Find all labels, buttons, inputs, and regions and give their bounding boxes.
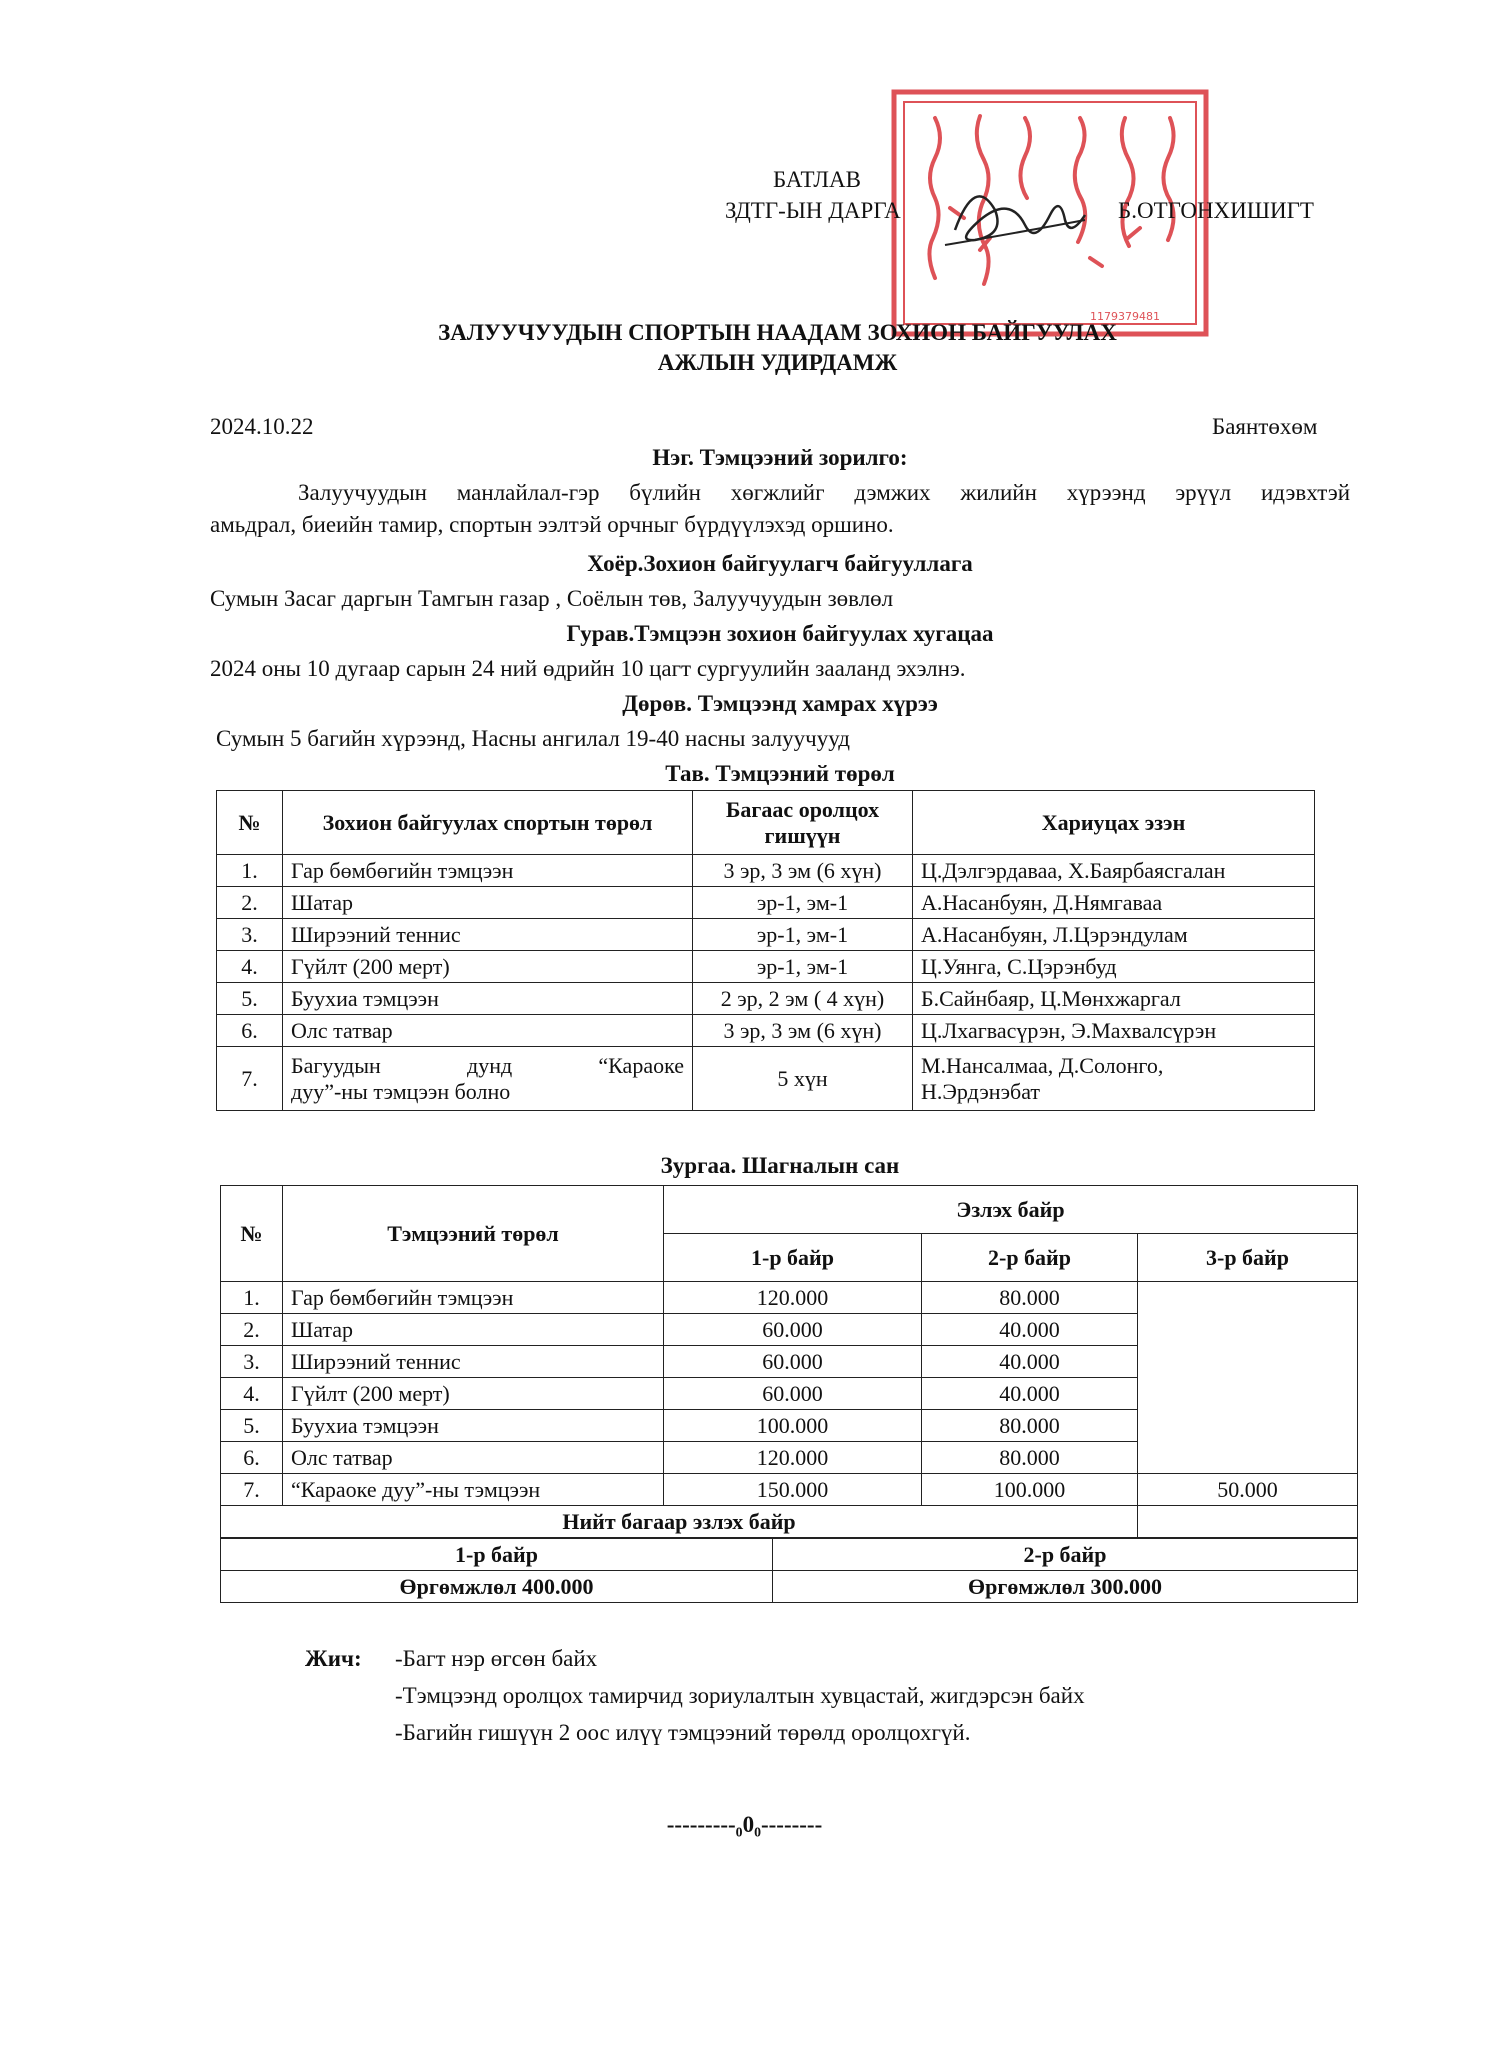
table-header-row xyxy=(217,791,1315,855)
row-2nd-prize: 40.000 xyxy=(922,1314,1138,1346)
row-1st-prize: 150.000 xyxy=(664,1474,922,1506)
row-members: эр-1, эм-1 xyxy=(693,887,913,919)
row-responsible: Ц.Лхагвасүрэн, Э.Махвалсүрэн xyxy=(913,1015,1315,1047)
row-members: эр-1, эм-1 xyxy=(693,951,913,983)
table-row xyxy=(217,855,1315,887)
row-2nd-prize: 80.000 xyxy=(922,1282,1138,1314)
row-responsible xyxy=(913,1047,1315,1111)
row-sport-type: Шатар xyxy=(283,887,693,919)
row-responsible: А.Насанбуян, Д.Нямгаваа xyxy=(913,887,1315,919)
row-sport-type-line1: Багуудын дунд “Караоке xyxy=(291,1052,684,1078)
row-2nd-prize: 100.000 xyxy=(922,1474,1138,1506)
total-1st-place-label: 1-р байр xyxy=(221,1539,773,1571)
stamp-serial: 1179379481 xyxy=(1090,310,1160,323)
section-2-text: Сумын Засаг даргын Тамгын газар , Соёлын төв, Залуучуудын зөвлөл xyxy=(210,586,894,611)
row-2nd-prize: 40.000 xyxy=(922,1378,1138,1410)
row-competition-type: Шатар xyxy=(283,1314,664,1346)
note-item: -Багт нэр өгсөн байх xyxy=(395,1646,598,1671)
section-1-text-line2: амьдрал, биеийн тамир, спортын ээлтэй орчныг бүрдүүлэхэд оршино. xyxy=(210,512,894,537)
total-2nd-place-label: 2-р байр xyxy=(773,1539,1358,1571)
row-competition-type: Гүйлт (200 мерт) xyxy=(283,1378,664,1410)
document-date: 2024.10.22 xyxy=(210,414,314,439)
table-row xyxy=(217,951,1315,983)
col-header-members: Багаас оролцох гишүүн xyxy=(693,791,913,855)
row-members: 5 хүн xyxy=(693,1047,913,1111)
signature xyxy=(935,170,1105,260)
row-number: 5. xyxy=(221,1410,283,1442)
prize-fund-table xyxy=(220,1185,1358,1538)
row-sport-type: Ширээний теннис xyxy=(283,919,693,951)
row-responsible: Ц.Дэлгэрдаваа, Х.Баярбаясгалан xyxy=(913,855,1315,887)
row-members: 2 эр, 2 эм ( 4 хүн) xyxy=(693,983,913,1015)
row-1st-prize: 120.000 xyxy=(664,1442,922,1474)
notes-label: Жич: xyxy=(305,1646,362,1671)
row-competition-type: Ширээний теннис xyxy=(283,1346,664,1378)
total-label: Нийт багаар эзлэх байр xyxy=(221,1506,1138,1538)
section-4-heading: Дөрөв. Тэмцээнд хамрах хүрээ xyxy=(622,691,938,716)
row-number: 7. xyxy=(221,1474,283,1506)
col-header-2nd-place: 2-р байр xyxy=(922,1234,1138,1282)
row-1st-prize: 100.000 xyxy=(664,1410,922,1442)
row-sport-type: Гар бөмбөгийн тэмцээн xyxy=(283,855,693,887)
note-item: -Тэмцээнд оролцох тамирчид зориулалтын хувцастай, жигдэрсэн байх xyxy=(395,1683,1085,1708)
row-sport-type: Буухиа тэмцээн xyxy=(283,983,693,1015)
col-header-competition-type: Тэмцээний төрөл xyxy=(283,1186,664,1282)
document-title-line1: ЗАЛУУЧУУДЫН СПОРТЫН НААДАМ ЗОХИОН БАЙГУУЛАХ xyxy=(438,320,1117,345)
row-number: 2. xyxy=(217,887,283,919)
row-number: 1. xyxy=(221,1282,283,1314)
row-responsible: А.Насанбуян, Л.Цэрэндулам xyxy=(913,919,1315,951)
approver-name: Б.ОТГОНХИШИГТ xyxy=(1118,198,1314,223)
competition-types-table xyxy=(216,790,1315,1111)
note-item: -Багийн гишүүн 2 оос илүү тэмцээний төрөлд оролцохгүй. xyxy=(395,1720,971,1745)
row-1st-prize: 120.000 xyxy=(664,1282,922,1314)
row-1st-prize: 60.000 xyxy=(664,1314,922,1346)
row-responsible-line1: М.Нансалмаа, Д.Солонго, xyxy=(921,1052,1164,1078)
table-row xyxy=(221,1474,1358,1506)
row-number: 6. xyxy=(221,1442,283,1474)
row-responsible: Б.Сайнбаяр, Ц.Мөнхжаргал xyxy=(913,983,1315,1015)
section-3-heading: Гурав.Тэмцээн зохион байгуулах хугацаа xyxy=(566,621,994,646)
row-3rd-prize-empty xyxy=(1138,1282,1358,1474)
document-end-mark: ---------₀0₀-------- xyxy=(666,1812,823,1837)
col-header-sport-type: Зохион байгуулах спортын төрөл xyxy=(283,791,693,855)
col-header-responsible: Хариуцах эзэн xyxy=(913,791,1315,855)
row-2nd-prize: 80.000 xyxy=(922,1442,1138,1474)
row-2nd-prize: 80.000 xyxy=(922,1410,1138,1442)
row-sport-type-line2: дуу”-ны тэмцээн болно xyxy=(291,1078,511,1104)
row-1st-prize: 60.000 xyxy=(664,1346,922,1378)
row-competition-type: Олс татвар xyxy=(283,1442,664,1474)
row-sport-type: Гүйлт (200 мерт) xyxy=(283,951,693,983)
table-row xyxy=(217,1015,1315,1047)
row-members: 3 эр, 3 эм (6 хүн) xyxy=(693,855,913,887)
row-1st-prize: 60.000 xyxy=(664,1378,922,1410)
row-number: 2. xyxy=(221,1314,283,1346)
approve-label: БАТЛАВ xyxy=(773,167,861,192)
row-responsible: Ц.Уянга, С.Цэрэнбуд xyxy=(913,951,1315,983)
row-responsible-line2: Н.Эрдэнэбат xyxy=(921,1078,1041,1104)
table-row xyxy=(217,1047,1315,1111)
table-row xyxy=(221,1282,1358,1314)
row-number: 3. xyxy=(217,919,283,951)
row-competition-type: Гар бөмбөгийн тэмцээн xyxy=(283,1282,664,1314)
row-sport-type xyxy=(283,1047,693,1111)
row-number: 5. xyxy=(217,983,283,1015)
section-5-heading: Тав. Тэмцээний төрөл xyxy=(665,761,895,786)
table-row xyxy=(217,919,1315,951)
approver-position: ЗДТГ-ЫН ДАРГА xyxy=(725,198,901,223)
row-3rd-prize: 50.000 xyxy=(1138,1474,1358,1506)
section-2-heading: Хоёр.Зохион байгуулагч байгууллага xyxy=(587,551,973,576)
document-place: Баянтөхөм xyxy=(1212,414,1318,439)
row-number: 7. xyxy=(217,1047,283,1111)
row-number: 6. xyxy=(217,1015,283,1047)
section-4-text: Сумын 5 багийн хүрээнд, Насны ангилал 19-40 насны залуучууд xyxy=(216,726,850,751)
document-title-line2: АЖЛЫН УДИРДАМЖ xyxy=(657,350,898,375)
table-row xyxy=(217,983,1315,1015)
total-2nd-place-value: Өргөмжлөл 300.000 xyxy=(773,1571,1358,1603)
row-competition-type: Буухиа тэмцээн xyxy=(283,1410,664,1442)
row-sport-type: Олс татвар xyxy=(283,1015,693,1047)
team-total-table xyxy=(220,1538,1358,1603)
table-row xyxy=(217,887,1315,919)
row-number: 4. xyxy=(221,1378,283,1410)
section-1-text-line1: Залуучуудын манлайлал-гэр бүлийн хөгжлийг дэмжих жилийн хүрээнд эрүүл идэвхтэй xyxy=(298,480,1350,505)
col-header-number: № xyxy=(217,791,283,855)
row-members: 3 эр, 3 эм (6 хүн) xyxy=(693,1015,913,1047)
row-number: 1. xyxy=(217,855,283,887)
row-2nd-prize: 40.000 xyxy=(922,1346,1138,1378)
row-number: 3. xyxy=(221,1346,283,1378)
total-1st-place-value: Өргөмжлөл 400.000 xyxy=(221,1571,773,1603)
section-3-text: 2024 оны 10 дугаар сарын 24 ний өдрийн 10 цагт сургуулийн зааланд эхэлнэ. xyxy=(210,656,966,681)
row-number: 4. xyxy=(217,951,283,983)
col-header-3rd-place: 3-р байр xyxy=(1138,1234,1358,1282)
notes-block xyxy=(305,1640,1085,1751)
col-header-1st-place: 1-р байр xyxy=(664,1234,922,1282)
total-empty-cell xyxy=(1138,1506,1358,1538)
col-header-number: № xyxy=(221,1186,283,1282)
row-competition-type: “Караоке дуу”-ны тэмцээн xyxy=(283,1474,664,1506)
section-1-heading: Нэг. Тэмцээний зорилго: xyxy=(652,445,908,470)
row-members: эр-1, эм-1 xyxy=(693,919,913,951)
section-6-heading: Зургаа. Шагналын сан xyxy=(660,1153,900,1178)
col-header-place: Эзлэх байр xyxy=(664,1186,1358,1234)
